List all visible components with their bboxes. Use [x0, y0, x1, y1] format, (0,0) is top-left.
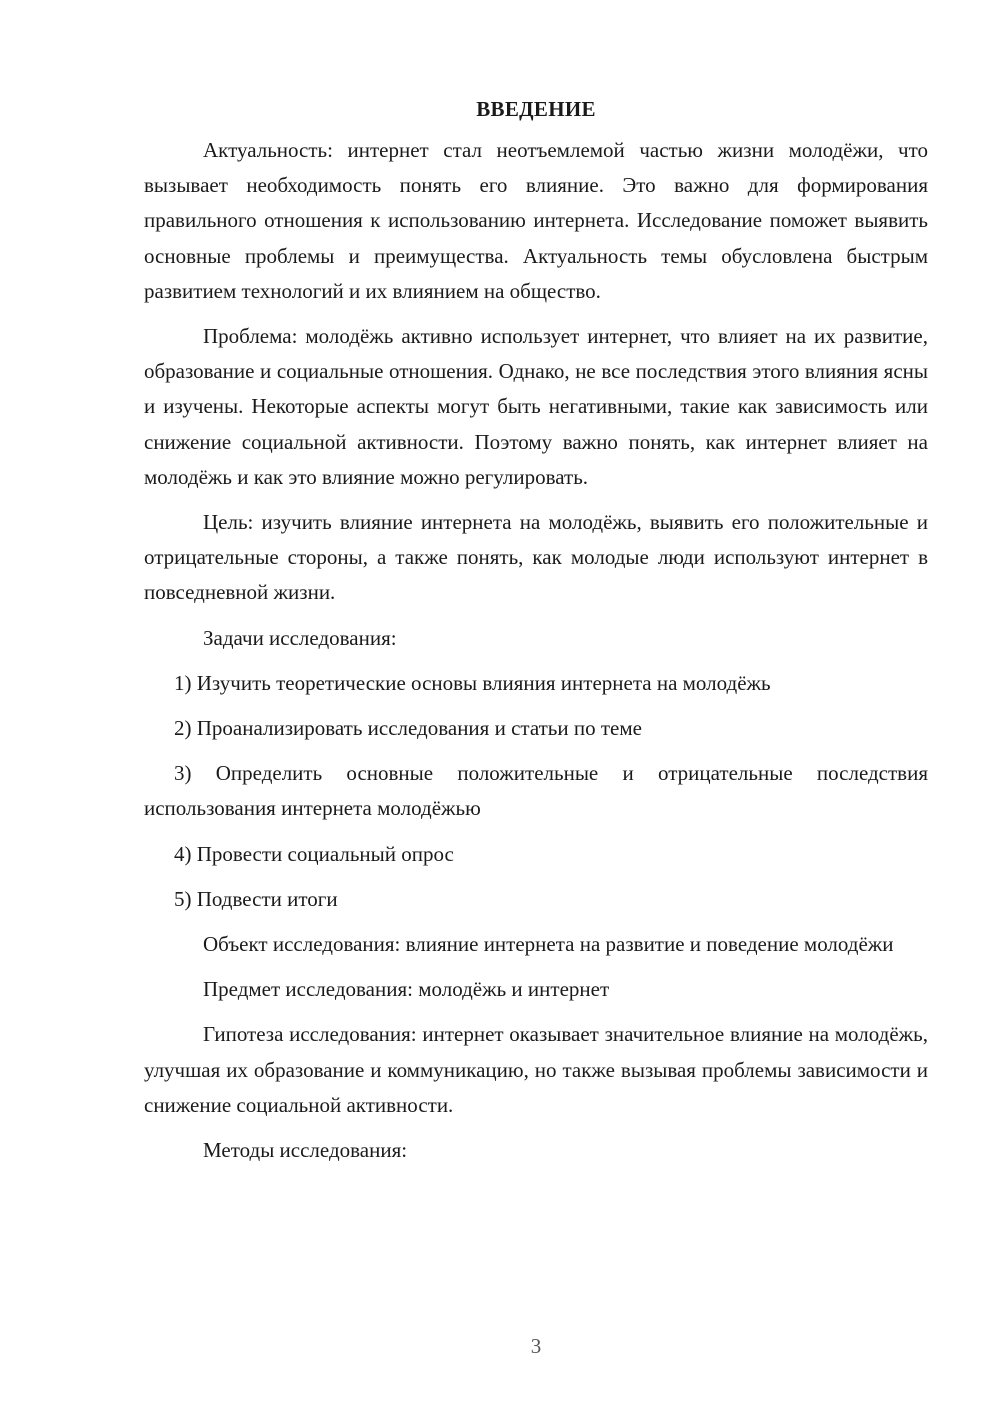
page-number: 3	[530, 1334, 542, 1358]
paragraph-tasks-heading: Задачи исследования:	[203, 625, 397, 650]
paragraph-methods: Методы исследования:	[203, 1138, 408, 1163]
list-item-task-1: 1) Изучить теоретические основы влияния интернета на молодёжь	[174, 670, 771, 695]
paragraph-object: Объект исследования: влияние интернета на развитие и поведение молодёжи	[203, 932, 894, 957]
paragraph-subject: Предмет исследования: молодёжь и интернет	[203, 977, 610, 1002]
paragraph-hypothesis: Гипотеза исследования: интернет оказывает значительное влияние на молодёжь, улучшая их образование и коммуникацию, но также вызывая проблемы зависимости и снижение социальной активности.	[144, 1022, 928, 1117]
list-item-task-2: 2) Проанализировать исследования и статьи по теме	[174, 716, 642, 741]
list-item-task-5: 5) Подвести итоги	[174, 886, 338, 911]
list-item-task-4: 4) Провести социальный опрос	[174, 841, 454, 866]
paragraph-goal: Цель: изучить влияние интернета на молодёжь, выявить его положительные и отрицательные стороны, а также понять, как молодые люди используют интернет в повседневной жизни.	[144, 510, 928, 605]
document-page	[144, 92, 928, 1178]
paragraph-relevance: Актуальность: интернет стал неотъемлемой частью жизни молодёжи, что вызывает необходимость понять его влияние. Это важно для формирования правильного отношения к использованию интернета. Исследование поможет выявить основные проблемы и преимущества. Актуальность темы обусловлена быстрым развитием технологий и их влиянием на общество.	[144, 138, 928, 303]
paragraph-problem: Проблема: молодёжь активно использует интернет, что влияет на их развитие, образование и социальные отношения. Однако, не все последствия этого влияния ясны и изучены. Некоторые аспекты могут быть негативными, такие как зависимость или снижение социальной активности. Поэтому важно понять, как интернет влияет на молодёжь и как это влияние можно регулировать.	[144, 324, 928, 489]
list-item-task-3: 3) Определить основные положительные и отрицательные последствия использования интернета молодёжью	[144, 761, 928, 821]
section-title: ВВЕДЕНИЕ	[476, 97, 596, 121]
